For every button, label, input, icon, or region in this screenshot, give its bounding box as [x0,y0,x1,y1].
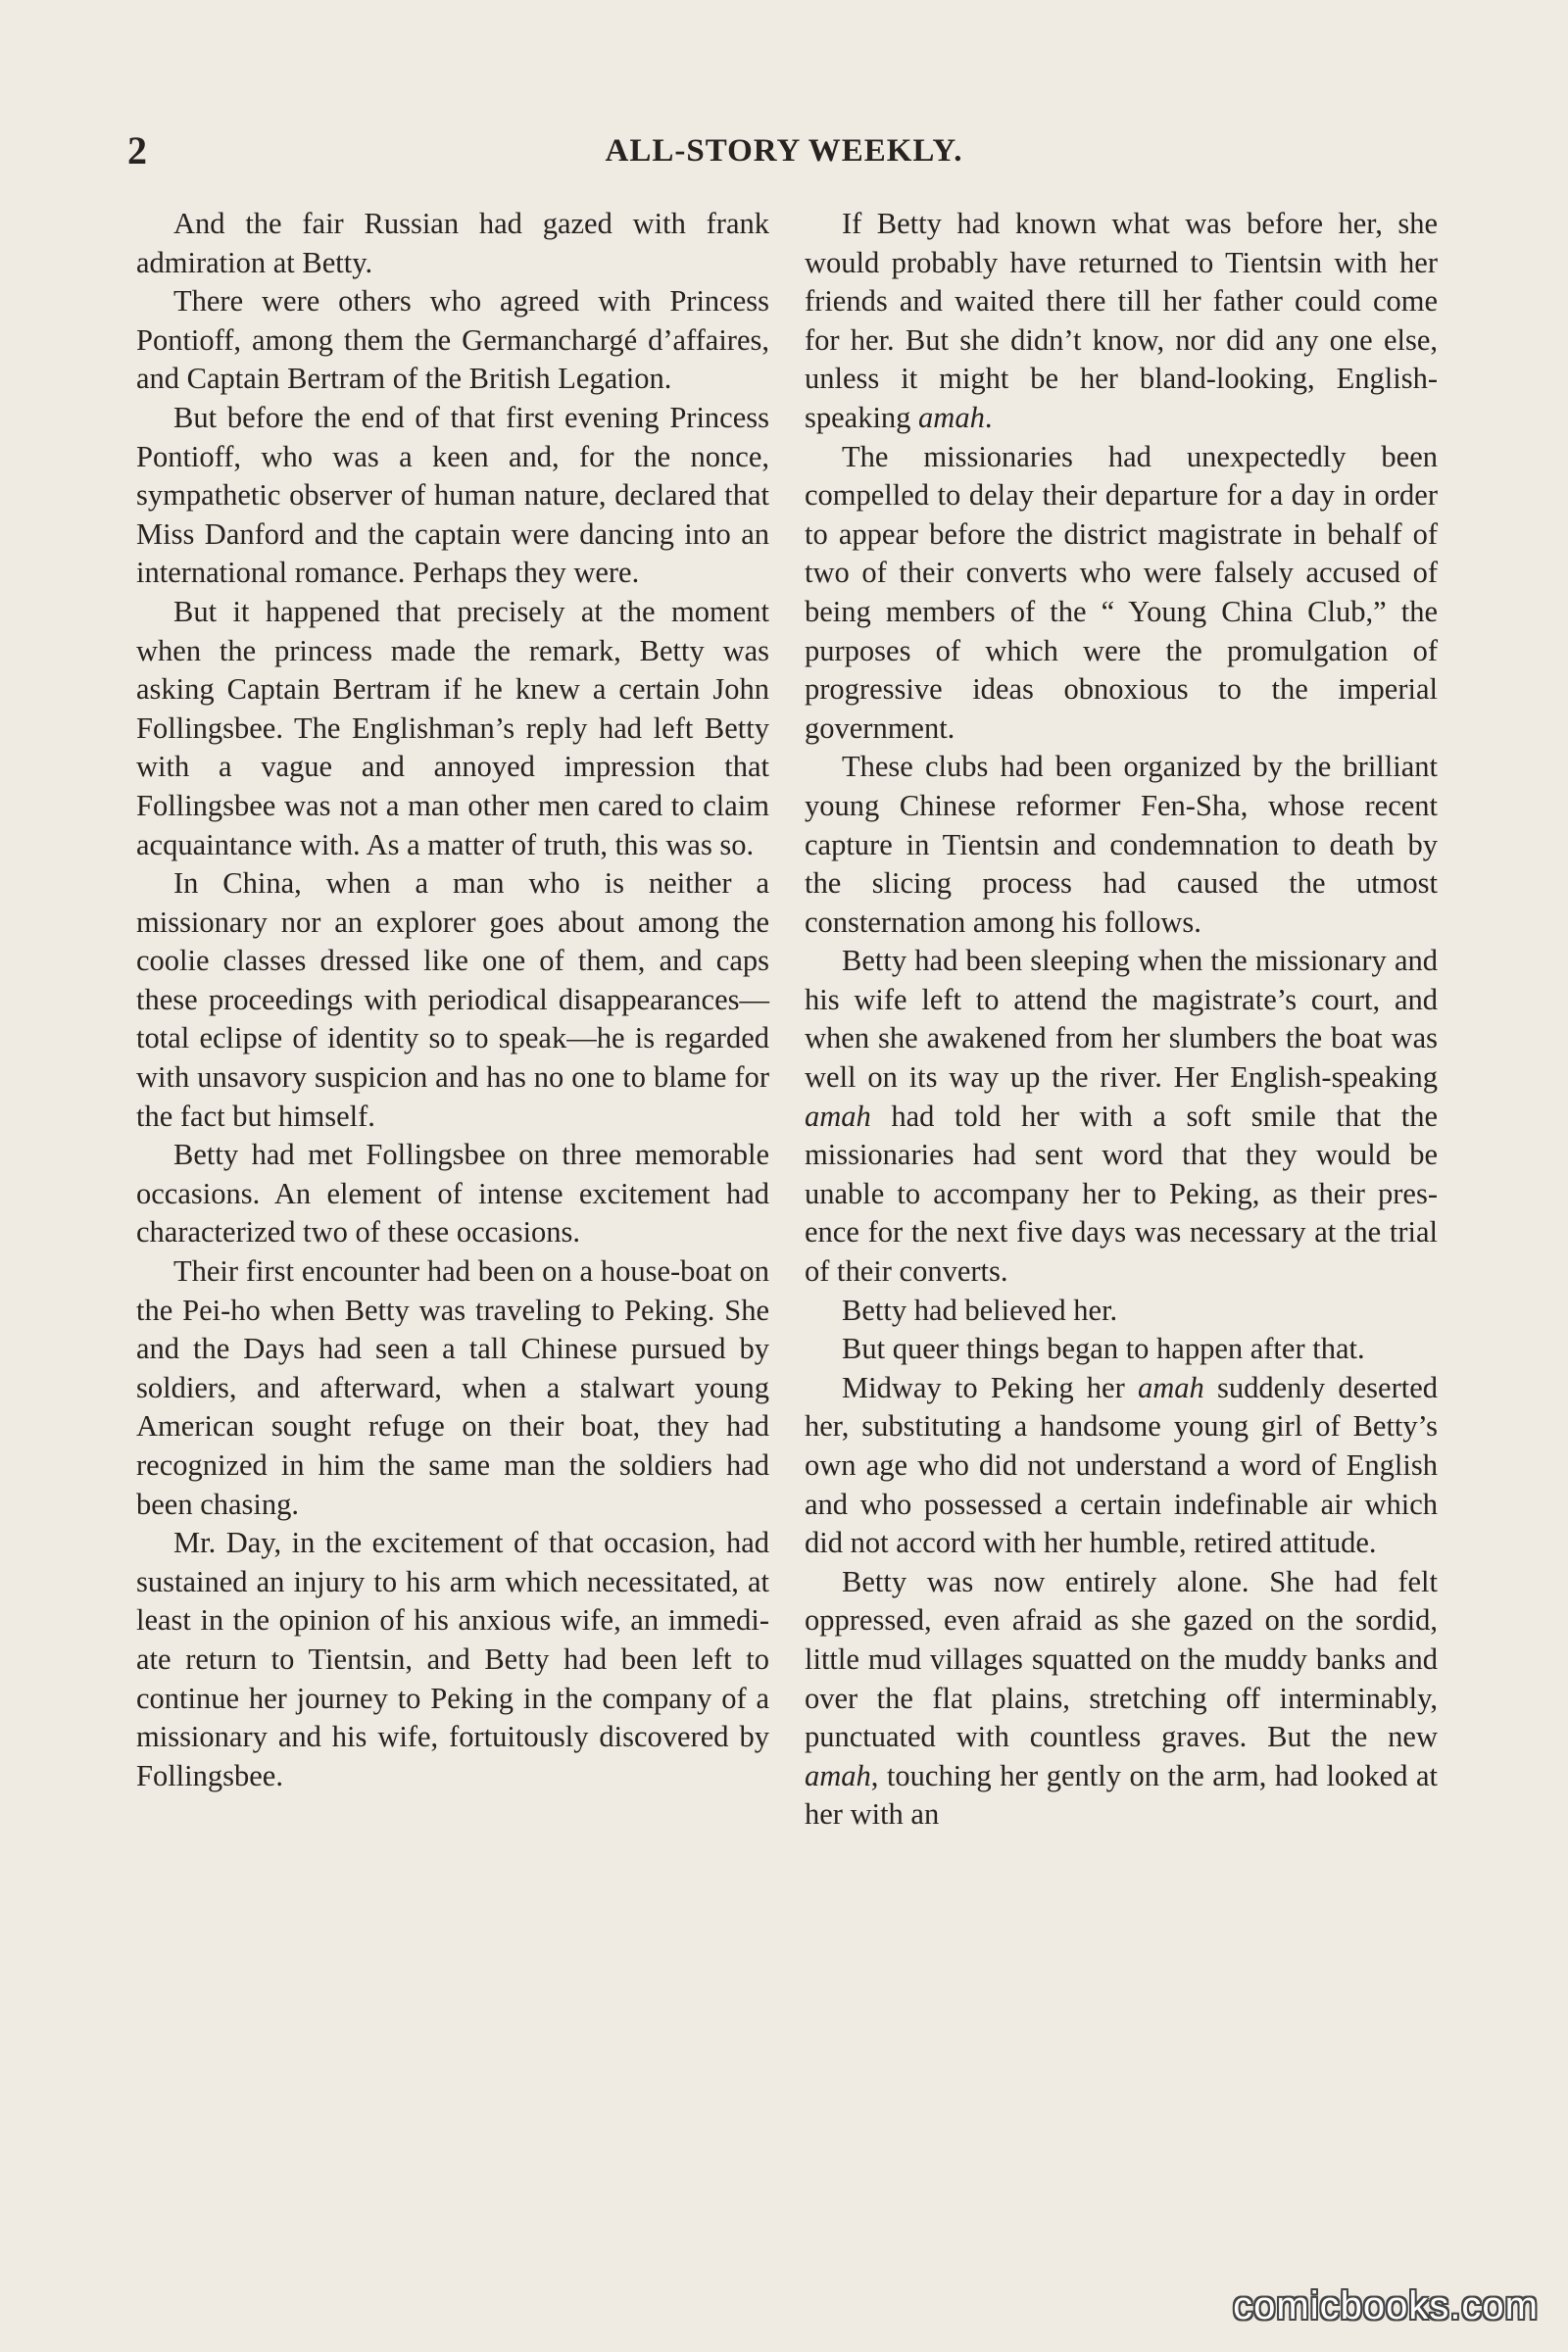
paragraph: But it happened that precisely at the moment when the princess made the remark, Betty was asking Captain Bertram if he knew a certain John Follingsbee. The Englishman’s reply had left Betty with a vague and annoyed impression that Follingsbee was not a man other men cared to claim acquaintance with. As a matter of truth, this was so. [136,594,769,861]
paragraph: Their first encounter had been on a house-boat on the Pei-ho when Betty was traveling to Peking. She and the Days had seen a tall Chinese pursued by soldiers, and afterward, when a stalwart young American sought refuge on their boat, they had recognized in him the same man the soldiers had been chasing. [136,1254,769,1521]
italic-word: amah [805,1099,871,1133]
paragraph: Betty had been sleeping when the missionary and his wife left to attend the magistrate’s court, and when she awakened from her slumbers the boat was well on its way up the river. Her English-speaking amah had told her with a soft smile that the missionaries had sent word that they would be unable to accompany her to Peking, as their presence for the next five days was necessary at the trial of their converts. [805,944,1438,1289]
paragraph: There were others who agreed with Princess Pontioff, among them the Germanchargé d’affaires, and Captain Bertram of the British Legation. [136,284,769,396]
paragraph: But before the end of that first evening Princess Pontioff, who was a keen and, for the nonce, sympathetic observer of human nature, declared that Miss Danford and the captain were dancing into an international romance. Perhaps they were. [136,400,769,590]
italic-word: amah [805,1758,871,1792]
right-column [805,205,1438,1835]
paragraph: Midway to Peking her amah suddenly deserted her, substituting a handsome young girl of Betty’s own age who did not understand a word of English and who possessed a certain indefinable air which did not accord with her humble, retired attitude. [805,1370,1438,1560]
italic-word: amah [1138,1370,1204,1404]
page-number: 2 [127,128,147,172]
italic-word: amah [918,400,985,434]
left-column [136,205,769,1795]
running-title: ALL-STORY WEEKLY. [605,133,963,169]
paragraph: These clubs had been organized by the brilliant young Chinese reformer Fen-Sha, whose recent capture in Tientsin and condemnation to death by the slicing process had caused the utmost consternation among his follows. [805,750,1438,939]
paragraph: The missionaries had unexpectedly been compelled to delay their departure for a day in order to appear before the district magistrate in behalf of two of their converts who were falsely accused of being members of the “ Young China Club,” the purposes of which were the promulgation of progressive ideas obnoxious to the imperial government. [805,439,1438,745]
paragraph: Mr. Day, in the excitement of that occasion, had sustained an injury to his arm which necessitated, at least in the opinion of his anxious wife, an immediate return to Tientsin, and Betty had been left to continue her journey to Peking in the company of a missionary and his wife, fortuitously discovered by Follingsbee. [136,1526,769,1792]
paragraph: Betty had believed her. [842,1293,1118,1327]
paragraph: In China, when a man who is neither a missionary nor an explorer goes about among the coolie classes dressed like one of them, and caps these proceedings with periodical disappearances—total eclipse of identity so to speak—he is regarded with unsavory suspicion and has no one to blame for the fact but himself. [136,866,769,1133]
watermark: comicbooks.com [1233,2284,1539,2328]
paragraph: And the fair Russian had gazed with frank admiration at Betty. [136,207,769,279]
paragraph: But queer things began to happen after that. [842,1332,1365,1366]
paragraph: Betty had met Follingsbee on three memorable occasions. An element of intense excitement had characterized two of these occasions. [136,1138,769,1250]
paragraph: Betty was now entirely alone. She had felt oppressed, even afraid as she gazed on the sordid, little mud villages squatted on the muddy banks and over the flat plains, stretching off interminably, punctuated with countless graves. But the new amah, touching her gently on the arm, had looked at her with an [805,1564,1438,1832]
paragraph: If Betty had known what was before her, she would probably have returned to Tientsin with her friends and waited there till her father could come for her. But she didn’t know, nor did any one else, unless it might be her bland-looking, English-speaking amah. [805,207,1438,434]
